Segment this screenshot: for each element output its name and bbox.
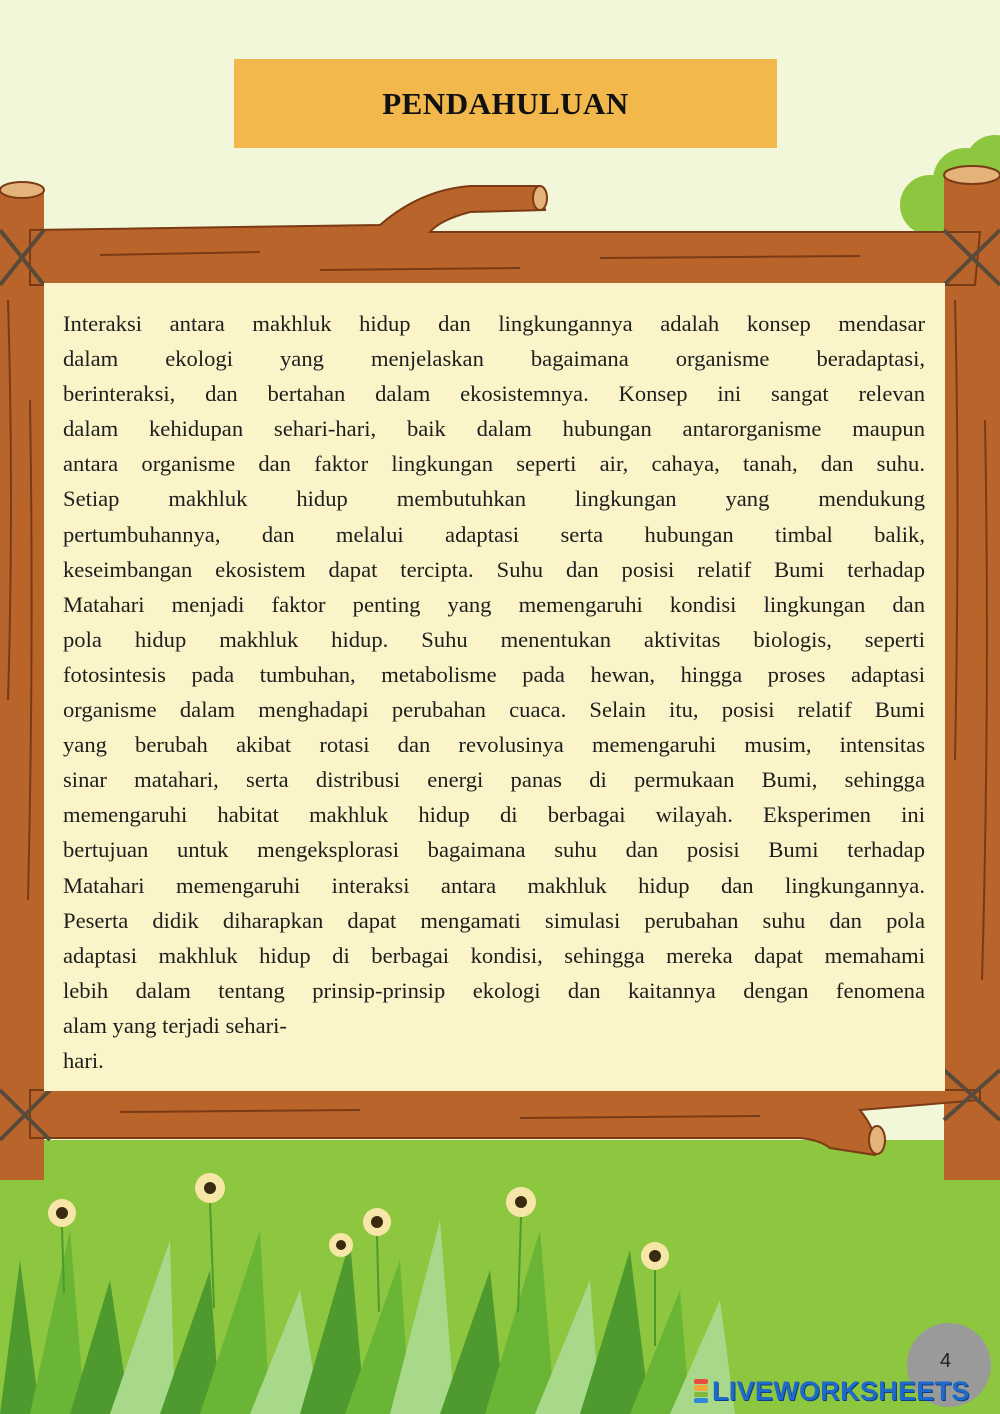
body-text-line: memengaruhi habitat makhluk hidup di berbagai wilayah. Eksperimen ini bbox=[63, 802, 925, 828]
page-number: 4 bbox=[940, 1350, 952, 1372]
left-wooden-post bbox=[0, 182, 44, 1180]
body-text-line: keseimbangan ekosistem dapat tercipta. Suhu dan posisi relatif Bumi terhadap bbox=[63, 556, 925, 582]
body-text-line: Interaksi antara makhluk hidup dan lingkungannya adalah konsep mendasar bbox=[63, 311, 925, 336]
body-text-line: hari. bbox=[63, 1047, 104, 1073]
body-text-line: yang berubah akibat rotasi dan revolusinya memengaruhi musim, intensitas bbox=[63, 732, 925, 758]
body-text-line: organisme dalam menghadapi perubahan cuaca. Selain itu, posisi relatif Bumi bbox=[63, 697, 925, 723]
body-text-line: Setiap makhluk hidup membutuhkan lingkungan yang mendukung bbox=[63, 486, 925, 512]
body-text-line: dalam ekologi yang menjelaskan bagaimana organisme beradaptasi, bbox=[63, 346, 925, 372]
body-text-line: Peserta didik diharapkan dapat mengamati simulasi perubahan suhu dan pola bbox=[63, 907, 925, 933]
body-text-line: antara organisme dan faktor lingkungan seperti air, cahaya, tanah, dan suhu. bbox=[63, 451, 925, 477]
liveworksheets-logo bbox=[694, 1376, 970, 1406]
body-text-line: pola hidup makhluk hidup. Suhu menentukan aktivitas biologis, seperti bbox=[63, 626, 925, 652]
body-text-line: sinar matahari, serta distribusi energi panas di permukaan Bumi, sehingga bbox=[63, 767, 925, 793]
liveworksheets-icon bbox=[694, 1379, 708, 1403]
body-text-line: adaptasi makhluk hidup di berbagai kondisi, sehingga mereka dapat memahami bbox=[63, 942, 925, 968]
body-text-line: alam yang terjadi sehari- bbox=[63, 1012, 287, 1038]
body-text-line: Matahari menjadi faktor penting yang memengaruhi kondisi lingkungan dan bbox=[63, 591, 925, 617]
page-title: PENDAHULUAN bbox=[382, 85, 629, 121]
body-text-line: lebih dalam tentang prinsip-prinsip ekologi dan kaitannya dengan fenomena bbox=[63, 977, 925, 1003]
body-text-line: berinteraksi, dan bertahan dalam ekosistemnya. Konsep ini sangat relevan bbox=[63, 381, 925, 407]
body-text-line: pertumbuhannya, dan melalui adaptasi serta hubungan timbal balik, bbox=[63, 521, 925, 547]
title-banner bbox=[234, 59, 777, 148]
logo-text: LIVEWORKSHEETS bbox=[712, 1375, 970, 1406]
body-text-line: bertujuan untuk mengeksplorasi bagaimana suhu dan posisi Bumi terhadap bbox=[63, 837, 925, 863]
body-text-line: Matahari memengaruhi interaksi antara makhluk hidup dan lingkungannya. bbox=[63, 872, 925, 898]
body-text-line: dalam kehidupan sehari-hari, baik dalam hubungan antarorganisme maupun bbox=[63, 416, 925, 442]
introduction-paragraph bbox=[63, 306, 925, 1078]
body-text-line: fotosintesis pada tumbuhan, metabolisme pada hewan, hingga proses adaptasi bbox=[63, 661, 925, 687]
